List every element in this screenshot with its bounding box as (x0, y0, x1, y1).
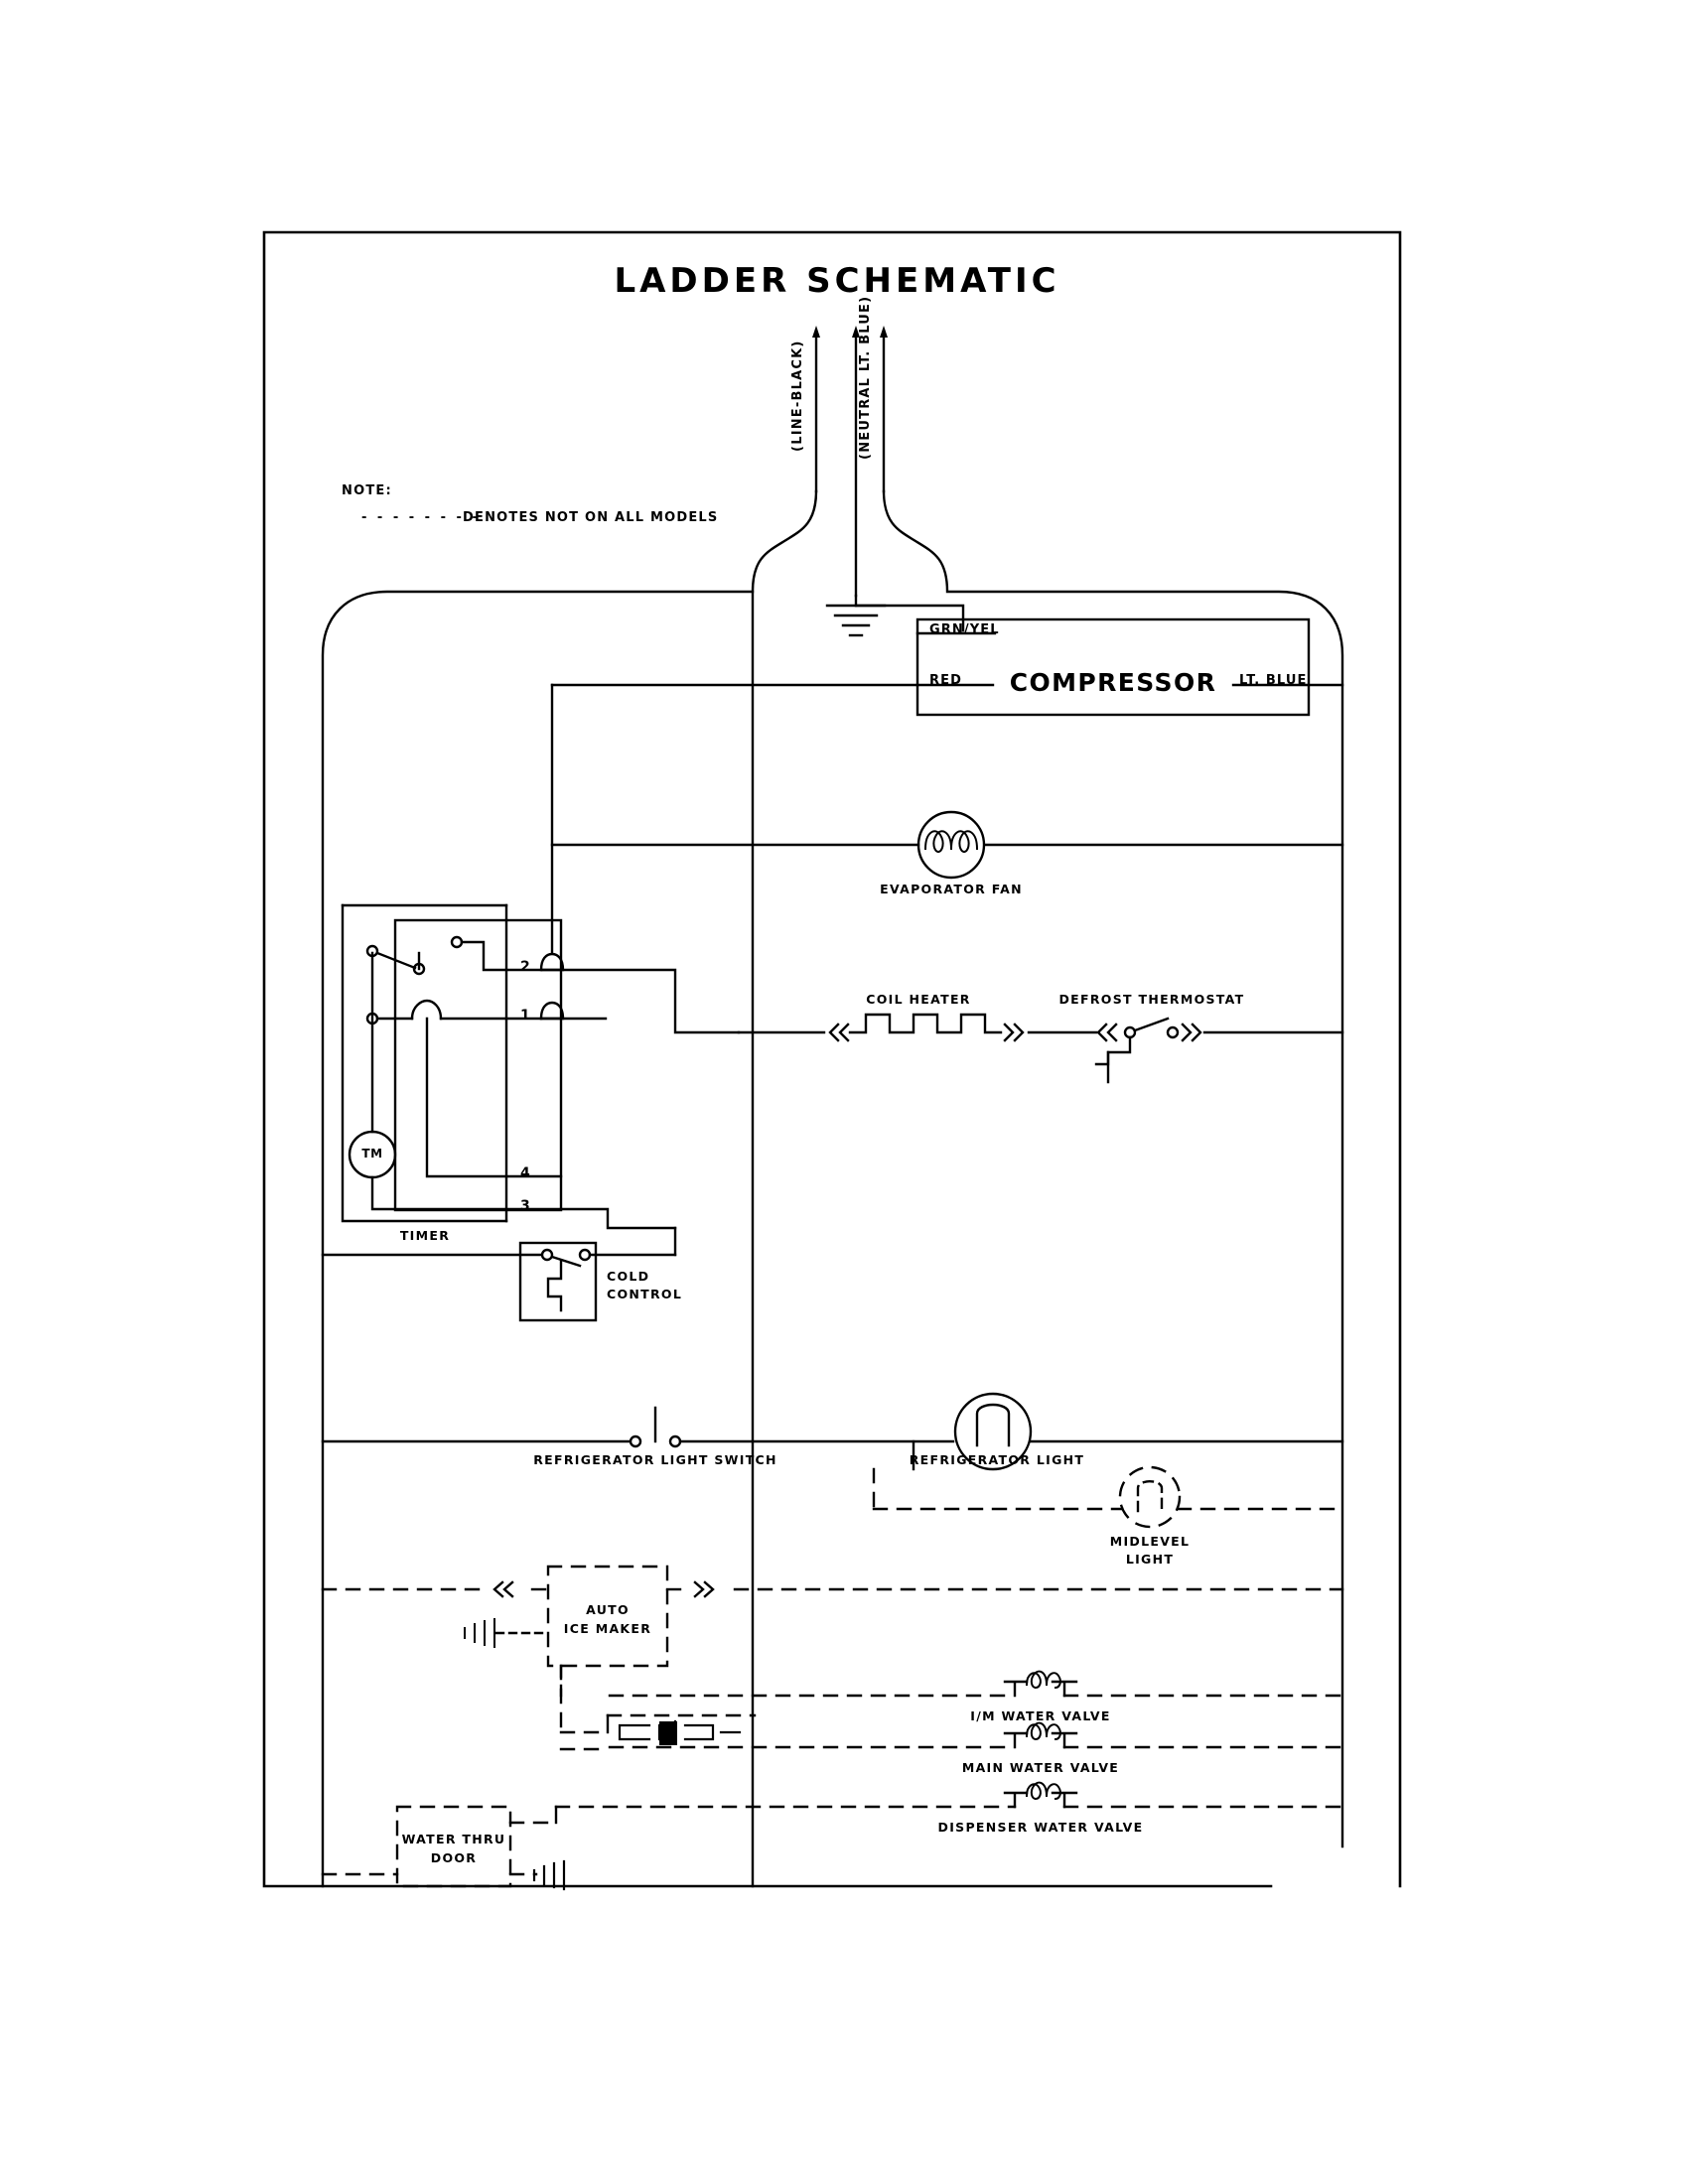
dispenser-connector-core (659, 1721, 677, 1745)
dispenser-water-valve-solenoid (1005, 1783, 1076, 1807)
line-black-lead-label: (LINE-BLACK) (790, 340, 806, 452)
timer-terminal-4-label: 4 (520, 1165, 531, 1181)
water-thru-door-label-line1: WATER THRU (401, 1832, 506, 1846)
timer-motor-label: TM (361, 1147, 383, 1160)
refrigerator-light-label: REFRIGERATOR LIGHT (909, 1452, 1085, 1467)
compressor-line-wire-label: RED (929, 673, 962, 688)
refrigerator-light-switch-label: REFRIGERATOR LIGHT SWITCH (533, 1452, 777, 1467)
auto-ice-maker-label-line1: AUTO (586, 1602, 630, 1617)
ladder-rails (323, 491, 1342, 1886)
midlevel-light-bulb-filament (1138, 1481, 1162, 1511)
note-heading: NOTE: (342, 483, 392, 498)
defrost-rung (739, 1015, 1342, 1082)
coil-heater-label: COIL HEATER (866, 992, 971, 1007)
page-title: LADDER SCHEMATIC (614, 261, 1060, 301)
cold-control-label-line1: COLD (607, 1269, 650, 1284)
supply-leads (812, 326, 888, 596)
compressor-rung (552, 592, 1342, 953)
compressor-neutral-wire-label: LT. BLUE (1239, 673, 1308, 688)
compressor-label: COMPRESSOR (1009, 668, 1217, 697)
midlevel-light-rung (874, 1467, 1342, 1527)
cold-control-label-line2: CONTROL (607, 1287, 683, 1301)
main-water-valve-solenoid (1005, 1723, 1076, 1747)
auto-ice-maker-label-line2: ICE MAKER (563, 1621, 652, 1636)
timer-terminal-2-label: 2 (520, 959, 531, 975)
water-thru-door-label-line2: DOOR (430, 1850, 478, 1865)
defrost-thermostat-label: DEFROST THERMOSTAT (1058, 992, 1245, 1007)
evaporator-fan-label: EVAPORATOR FAN (880, 882, 1023, 896)
midlevel-light-label-line1: MIDLEVEL (1109, 1534, 1191, 1549)
dispenser-connector-block (561, 1666, 755, 1749)
im-water-valve-rung (561, 1666, 1342, 1696)
timer-label: TIMER (399, 1228, 451, 1243)
auto-ice-maker-rung (323, 1567, 1342, 1666)
neutral-lt-blue-lead-label: (NEUTRAL LT. BLUE) (858, 295, 874, 460)
timer-terminal-3-label: 3 (520, 1198, 531, 1214)
dispenser-connector-pins (620, 1721, 740, 1743)
note-dash-sample: - - - - - - - - (361, 510, 481, 525)
main-water-valve-label: MAIN WATER VALVE (961, 1760, 1120, 1775)
timer-terminal-1-label: 1 (520, 1008, 531, 1024)
note-text: DENOTES NOT ON ALL MODELS (463, 510, 719, 525)
compressor-ground-wire-label: GRN/YEL (929, 622, 1000, 637)
im-water-valve-label: I/M WATER VALVE (970, 1708, 1111, 1723)
ice-maker-ground-symbol (465, 1619, 494, 1647)
page-border (264, 232, 1400, 1886)
dispenser-water-valve-label: DISPENSER WATER VALVE (937, 1820, 1144, 1835)
evaporator-fan-rung (552, 812, 1342, 878)
main-water-valve-rung (561, 1696, 1342, 1747)
refrigerator-light-rung (323, 1394, 1342, 1469)
midlevel-light-label-line2: LIGHT (1125, 1552, 1175, 1567)
im-water-valve-solenoid (1005, 1672, 1076, 1696)
